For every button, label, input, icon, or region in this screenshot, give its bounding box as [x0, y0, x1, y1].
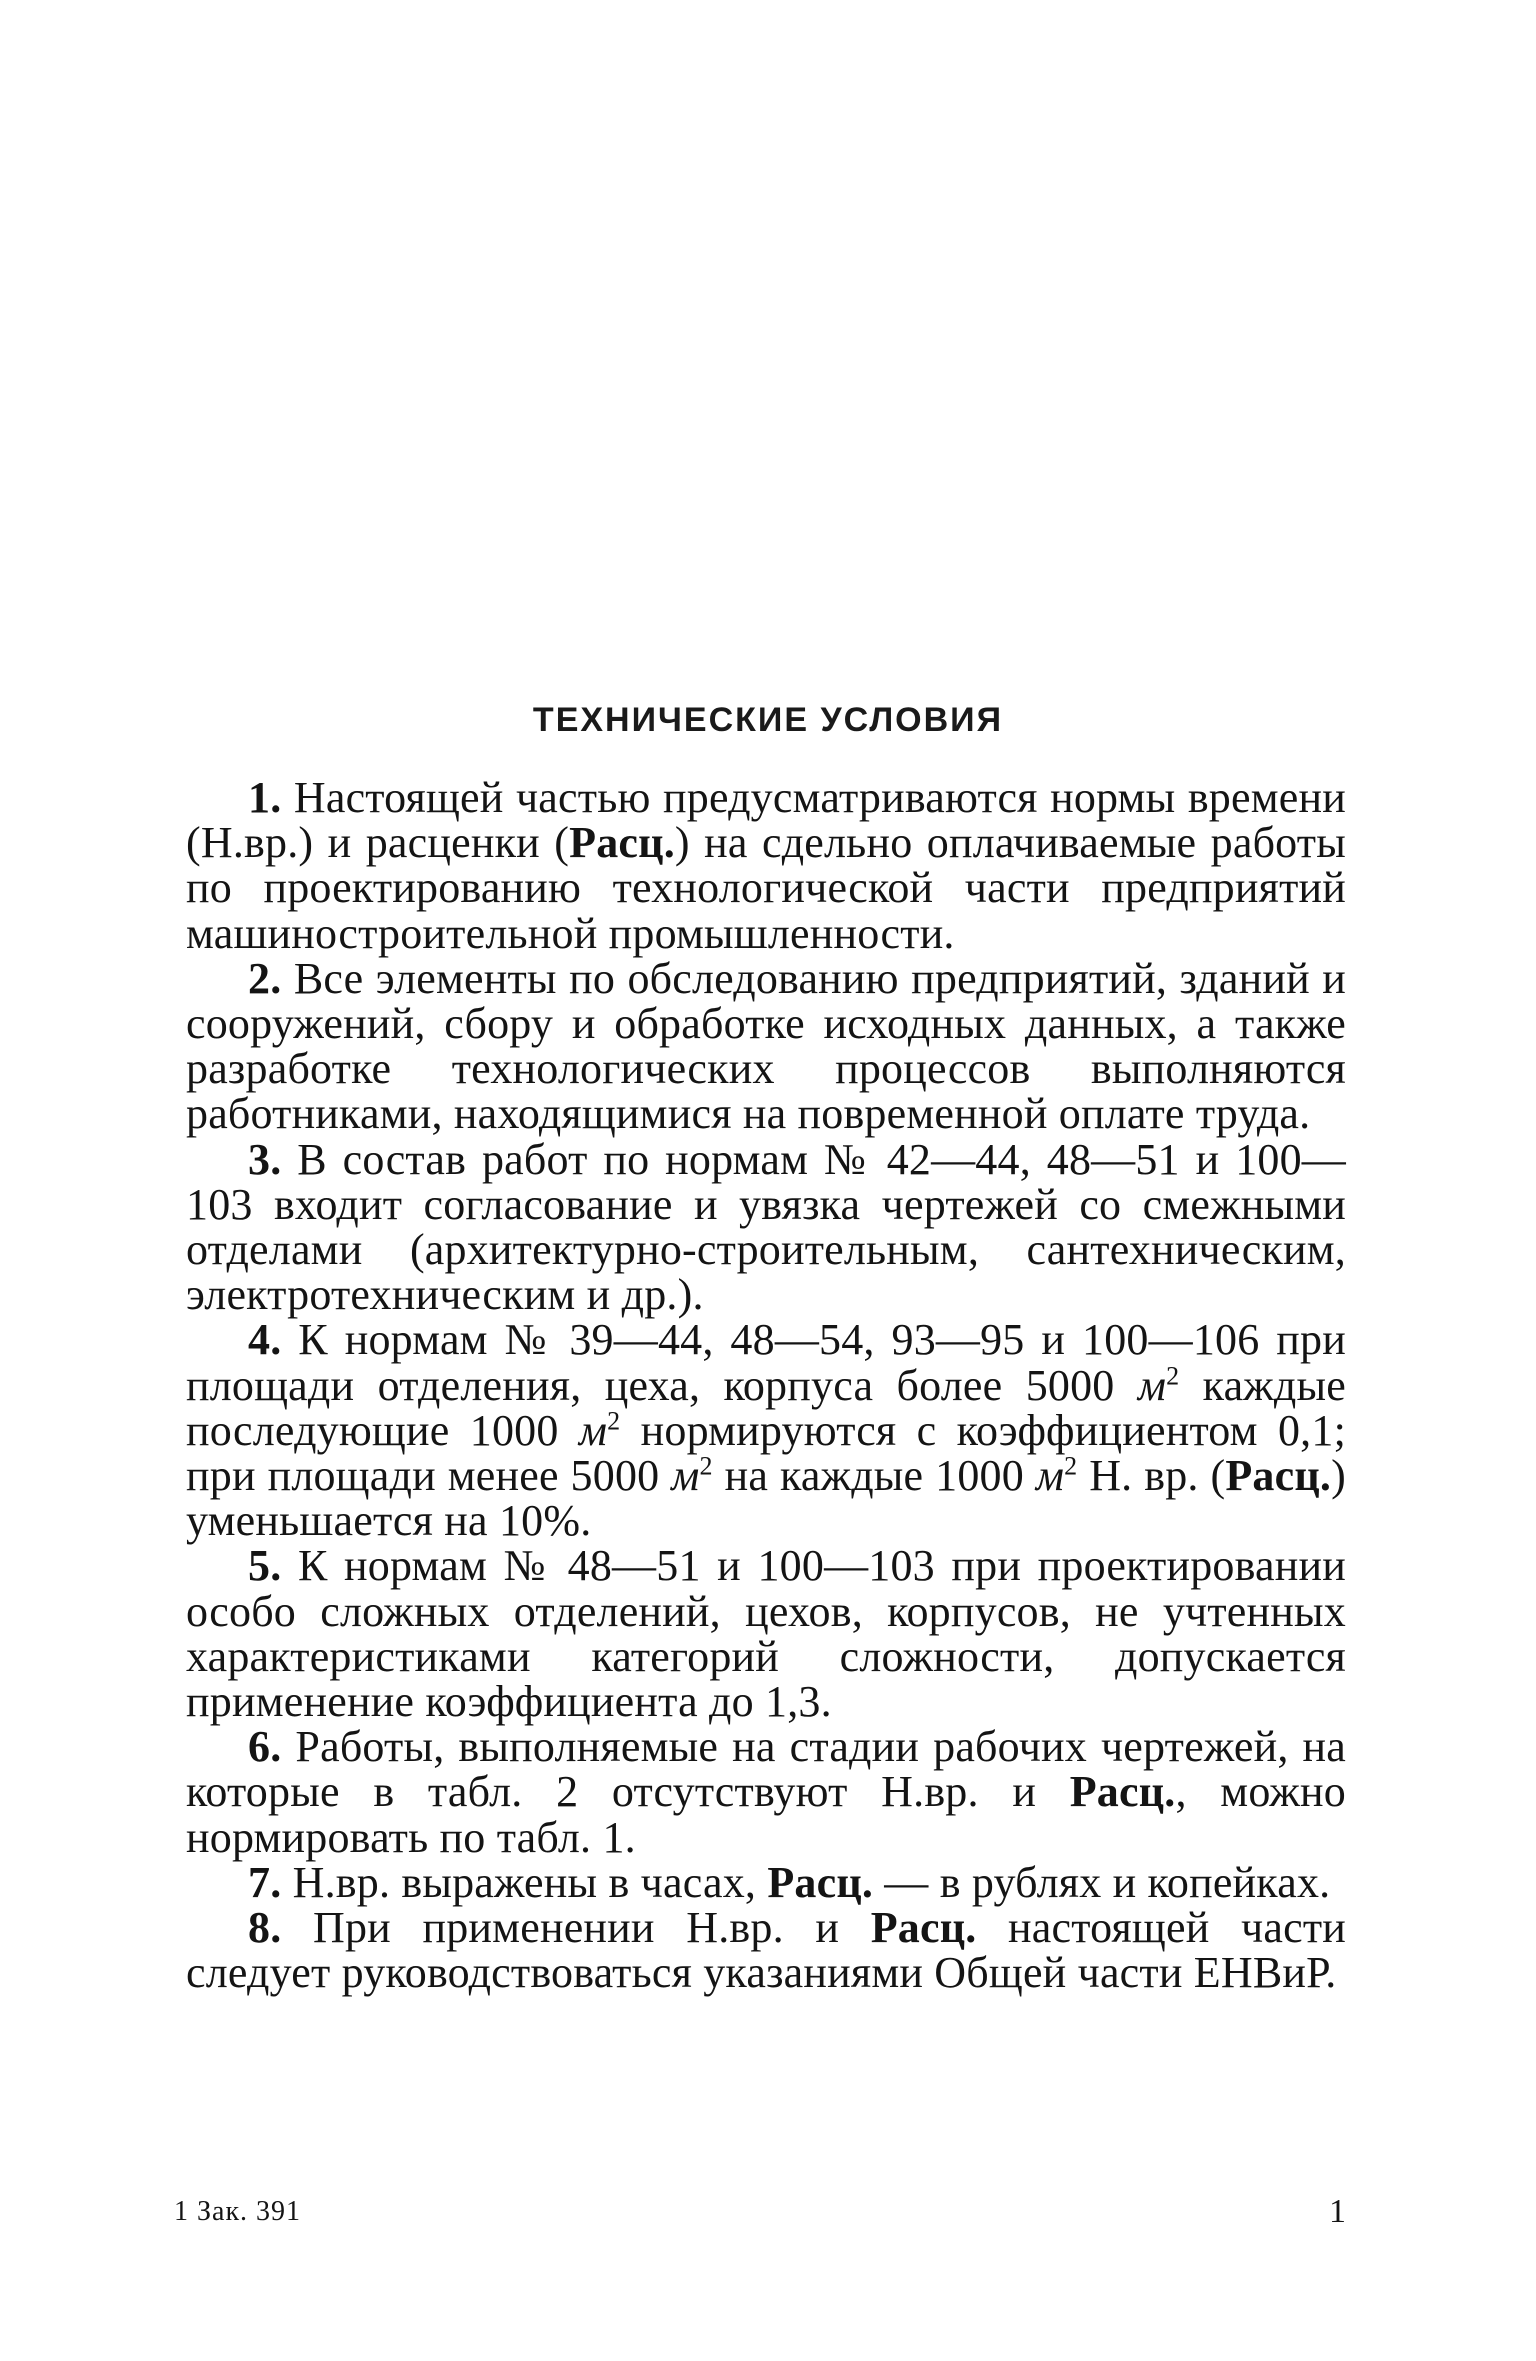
condition-text: В состав работ по нормам № 42—44, 48—51 и 100—103 входит согласование и увязка чертежей со смежными отделами (архитектурно-строительным, сантехническим, электротехническим и др.). [186, 1134, 1346, 1320]
condition-number: 3. [248, 1134, 282, 1184]
condition-text: м [1137, 1360, 1167, 1410]
condition-text: настоящей части следует руководствоваться указаниями Общей части ЕНВиР. [186, 1903, 1346, 1998]
condition-number: 1. [248, 773, 282, 822]
condition-text: Расц. [1225, 1451, 1332, 1501]
condition-text: Н. вр. ( [1077, 1451, 1226, 1501]
condition-number: 2. [248, 953, 282, 1003]
condition-number: 8. [248, 1903, 282, 1953]
condition-text: Все элементы по обследованию предприятий, зданий и сооружений, сбору и обработке исходных данных, а также разработке технологических процессов выполняются работниками, находящимися на повременной оплате труда. [186, 953, 1347, 1139]
condition-number: 5. [248, 1541, 282, 1591]
condition-item-7 [186, 1857, 1346, 1907]
page-footer [174, 2192, 1346, 2232]
condition-text: ) уменьшается на 10%. [186, 1451, 1346, 1546]
technical-conditions-list [186, 773, 1347, 1998]
condition-number: 7. [248, 1857, 282, 1907]
condition-item-5 [186, 1541, 1346, 1727]
condition-item-6 [186, 1724, 1346, 1860]
condition-text: , можно нормировать по табл. 1. [186, 1767, 1346, 1862]
condition-item-3 [186, 1134, 1346, 1320]
condition-number: 6. [248, 1722, 282, 1772]
condition-text: 2 [1166, 1360, 1180, 1390]
condition-item-4 [186, 1315, 1347, 1546]
condition-item-2 [186, 953, 1347, 1139]
print-order-note: 1 Зак. 391 [174, 2196, 302, 2227]
condition-text: При применении Н.вр. и [312, 1903, 871, 1953]
condition-text: ) на сдельно оплачиваемые работы по проектированию технологической части предприятий машиностроительной промышленности. [186, 818, 1346, 958]
condition-text: м [578, 1405, 608, 1455]
condition-text: — в рублях и копейках. [873, 1857, 1331, 1907]
condition-text: К нормам № 39—44, 48—54, 93—95 и 100—106 при площади отделения, цеха, корпуса более 5000 [186, 1315, 1346, 1410]
condition-text: м [1035, 1451, 1065, 1501]
condition-text: на каждые 1000 [712, 1451, 1036, 1501]
condition-item-8 [186, 1903, 1346, 1998]
condition-text: Настоящей частью предусматриваются нормы времени (Н.вр.) и расценки ( [186, 773, 1346, 868]
condition-text: 2 [699, 1451, 713, 1481]
condition-text: К нормам № 48—51 и 100—103 при проектировании особо сложных отделений, цехов, корпусов, не учтенных характеристиками категорий сложности, допускается применение коэффициента до 1,3. [186, 1541, 1346, 1727]
page-number: 1 [1329, 2193, 1346, 2230]
condition-text: 2 [1064, 1451, 1078, 1481]
condition-text: Расц. [767, 1857, 874, 1907]
condition-text: каждые последующие 1000 [186, 1360, 1346, 1455]
condition-text: Н.вр. выражены в часах, [292, 1857, 768, 1907]
condition-text: нормируются с коэффициентом 0,1; при площади менее 5000 [186, 1405, 1347, 1501]
condition-text: Расц. [569, 818, 675, 868]
condition-text: Расц. [1069, 1767, 1176, 1817]
condition-text: м [671, 1451, 700, 1501]
condition-item-1 [186, 775, 1346, 956]
condition-number: 4. [248, 1315, 282, 1365]
condition-text: Работы, выполняемые на стадии рабочих чертежей, на которые в табл. 2 отсутствуют Н.вр. и [186, 1722, 1346, 1817]
condition-text: Расц. [870, 1903, 977, 1953]
page-heading: ТЕХНИЧЕСКИЕ УСЛОВИЯ [532, 701, 1004, 739]
condition-text: 2 [607, 1406, 621, 1436]
